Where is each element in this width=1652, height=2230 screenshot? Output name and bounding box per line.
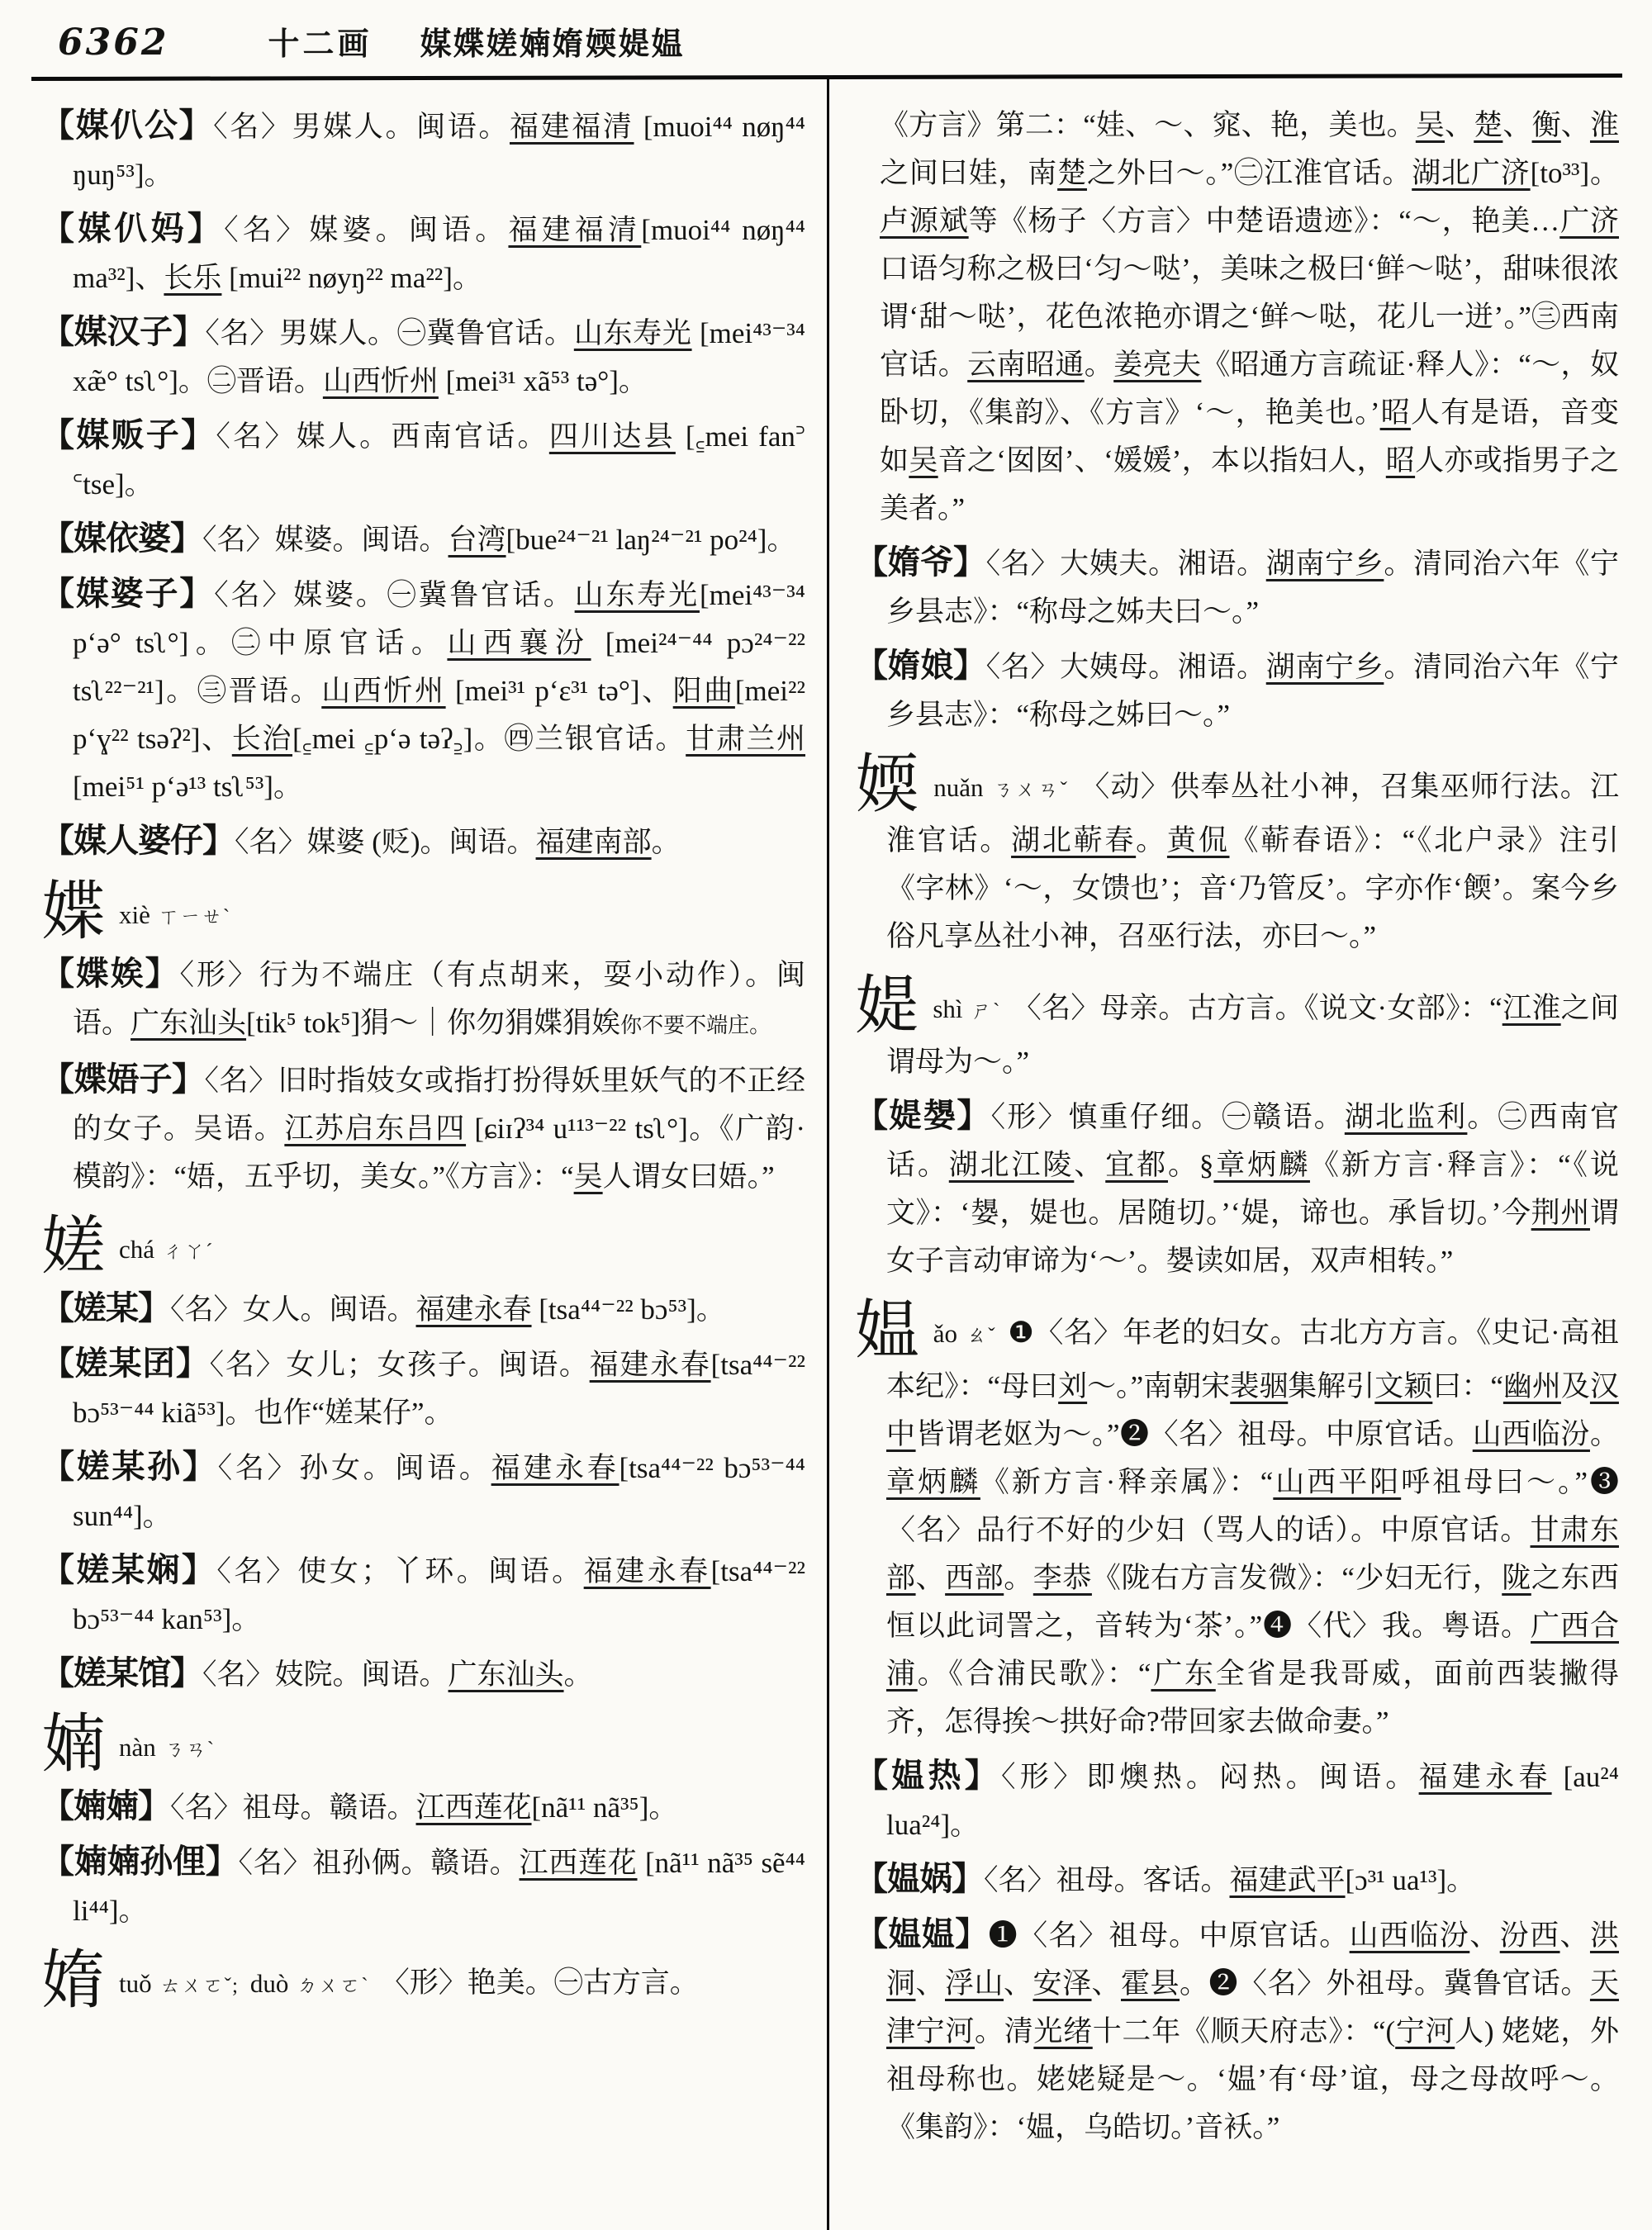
entry-text: 谓女子言动审谛为‘～’。嫢读如居，双声相转。” <box>886 1197 1619 1277</box>
proper-noun: 卢源斌 <box>880 205 969 237</box>
entry-嫅某娴 <box>41 1546 805 1644</box>
entry-媒仈妈 <box>41 205 805 302</box>
entry-headword: 【媞嫢】 <box>855 1097 991 1134</box>
entry-text: 、 <box>1469 1919 1500 1952</box>
entry-text: [mei⁴³⁻³⁴ xæ̃° tsʅ°]。㊁晋语。 <box>73 317 805 397</box>
proper-noun: 楚 <box>1474 109 1503 141</box>
entry-text: 〈名〉使女；丫环。闽语。 <box>216 1555 584 1587</box>
entry-嫅某囝 <box>41 1340 805 1437</box>
entry-text: 口语匀称之极曰‘匀～哒’，美味之极曰‘鲜～哒’，甜味很浓谓‘甜～哒’，花色浓艳亦谓之‘鲜～哒，花儿一迸’。”㊂西南官话。 <box>880 253 1619 381</box>
entry-text: 〈形〉即燠热。闷热。闽语。 <box>1000 1761 1419 1793</box>
entry-text: [tsa⁴⁴⁻²² bɔ⁵³]。 <box>531 1293 725 1326</box>
entry-text: 〈名〉大姨夫。湘语。 <box>985 548 1266 580</box>
proper-noun: 江西莲花 <box>519 1847 638 1879</box>
proper-noun: 山西临汾 <box>1472 1418 1590 1450</box>
zhuyin: ㄔㄚˊ <box>163 1241 214 1263</box>
proper-noun: 湖南宁乡 <box>1265 651 1384 683</box>
headword-character: 媞 <box>855 970 920 1041</box>
proper-noun: 山西忻州 <box>321 675 446 707</box>
entry-text: 〈形〉行为不端庄（有点胡来，耍小动作）。闽语。 <box>73 959 805 1039</box>
entry-text: ❶〈名〉年老的妇女。古北方方言。《史记·高祖本纪》：“母曰 <box>886 1317 1619 1402</box>
entry-headword: 【媪热】 <box>855 1757 1001 1794</box>
gloss-small-text: 你不要不端庄。 <box>620 1013 771 1037</box>
proper-noun: 山东寿光 <box>573 317 692 349</box>
entry-text: 等《杨子〈方言〉中楚语遗迹》：“～，艳美… <box>968 205 1560 237</box>
entry-text: 。《合浦民歌》：“ <box>917 1658 1151 1690</box>
proper-noun: 云南昭通 <box>967 349 1085 381</box>
entry-text: 〈名〉大姨母。湘语。 <box>985 651 1266 683</box>
entry-text: 、 <box>1074 1149 1106 1181</box>
entry-text: 人谓女曰娪。” <box>602 1160 775 1193</box>
proper-noun: 吴 <box>573 1160 603 1193</box>
entry-text: 全省是我哥威，面前西装撇得齐，怎得挨～拱好命?带回家去做命妻。” <box>886 1658 1619 1738</box>
proper-noun: 四川达县 <box>548 420 676 453</box>
proper-noun: 江苏启东吕四 <box>284 1113 467 1145</box>
proper-noun: 湖北广济 <box>1412 157 1531 189</box>
entry-text: 之外曰～。”㊁江淮官话。 <box>1086 157 1412 189</box>
entry-text: 曰：“ <box>1432 1370 1503 1402</box>
proper-noun: 湖北江陵 <box>948 1149 1075 1181</box>
entry-text: 及 <box>1560 1370 1590 1402</box>
entry-text: [mui²² nøyŋ²² ma²²]。 <box>221 262 482 294</box>
proper-noun: 黄侃 <box>1166 824 1230 856</box>
entry-text: 集解引 <box>1288 1370 1375 1402</box>
character-entry-媪 <box>855 1294 1619 1746</box>
entry-headword: 【婻婻】 <box>41 1787 170 1824</box>
entry-text: [tik⁵ tok⁵]狷～｜你勿狷媟狷娭 <box>246 1007 621 1039</box>
entry-text: 。㊁西南官话。 <box>886 1101 1619 1181</box>
entry-headword: 【媪娲】 <box>855 1860 984 1897</box>
proper-noun: 湖北监利 <box>1344 1101 1468 1133</box>
entry-text: 《新方言·释言》：“《说文》：‘嫢，媞也。居随切。’‘媞，谛也。承旨切。’今 <box>886 1149 1619 1229</box>
entry-headword: 【媪媪】 <box>855 1915 989 1952</box>
proper-noun: 山西忻州 <box>322 365 439 397</box>
entry-headword: 【媒贩子】 <box>41 416 216 453</box>
pinyin: chá <box>119 1235 155 1264</box>
page-header <box>0 0 1652 64</box>
proper-noun: 安泽 <box>1032 1967 1092 2000</box>
entry-text: 、 <box>1559 1919 1590 1952</box>
entry-text: 。 <box>1589 1418 1619 1450</box>
zhuyin: ㄊㄨㄛˇ; <box>159 1975 239 1997</box>
pinyin: nàn <box>119 1733 156 1762</box>
entry-text: 〈名〉媒婆。闽语。 <box>202 524 449 556</box>
entry-headword: 【媒人婆仔】 <box>41 822 235 859</box>
entry-text: 、 <box>1091 1967 1121 2000</box>
proper-noun: 宁河 <box>1395 2015 1455 2047</box>
entry-媠娘 <box>855 642 1619 739</box>
left-column <box>41 96 805 2157</box>
proper-noun: 广东汕头 <box>448 1658 564 1691</box>
entry-text: 。清 <box>975 2015 1034 2047</box>
entry-text: 〈形〉艳美。㊀古方言。 <box>380 1967 699 1999</box>
proper-noun: 光绪 <box>1033 2015 1093 2047</box>
entry-text: 《蕲春语》：“《北户录》注引《字林》‘～，女馈也’；音‘乃管反’。字亦作‘餪’。案今乡俗凡享丛社小神，召巫行法，亦曰～。” <box>886 824 1619 952</box>
entry-text: 、 <box>915 1562 946 1594</box>
proper-noun: 章炳麟 <box>1213 1149 1310 1181</box>
entry-媟娭 <box>41 950 805 1050</box>
proper-noun: 福建永春 <box>415 1293 532 1326</box>
entry-text: 〈名〉祖孙俩。赣语。 <box>238 1847 520 1879</box>
entry-headword: 【媒仈公】 <box>41 107 214 144</box>
entry-text: 之东西恒以此词詈之，音转为‘茶’。”❹〈代〉我。粤语。 <box>886 1562 1619 1642</box>
entry-text: [bue²⁴⁻²¹ laŋ²⁴⁻²¹ po²⁴]。 <box>506 524 796 556</box>
proper-noun: 福建南部 <box>535 826 652 858</box>
entry-text: 、 <box>1502 109 1532 141</box>
proper-noun: 刘 <box>1058 1370 1088 1402</box>
entry-text: 〈动〉供奉丛社小神，召集巫师行法。江淮官话。 <box>886 771 1619 856</box>
entry-text: 《新方言·释亲属》：“ <box>980 1466 1274 1498</box>
headword-character: 婻 <box>41 1708 107 1780</box>
entry-text: ～。”南朝宋 <box>1087 1370 1231 1402</box>
entry-text: 〈名〉媒人。西南官话。 <box>216 420 549 453</box>
zhuyin: ㄉㄨㄛˋ <box>297 1975 369 1997</box>
entry-text: [muoi⁴⁴ nøŋ⁴⁴ ŋuŋ⁵³]。 <box>73 111 805 191</box>
entry-媒贩子 <box>41 411 805 509</box>
entry-text: 。 <box>651 826 681 858</box>
entry-text: [to³³]。 <box>1530 157 1619 189</box>
proper-noun: 广东汕头 <box>131 1007 247 1039</box>
entry-text: 。 <box>1084 349 1114 381</box>
proper-noun: 长乐 <box>164 262 222 294</box>
pinyin: nuǎn <box>933 773 984 802</box>
proper-noun: 山西襄汾 <box>447 627 591 659</box>
headword-character: 媠 <box>41 1944 107 2016</box>
proper-noun: 福建永春 <box>491 1452 620 1484</box>
proper-noun: 荆州 <box>1531 1197 1590 1229</box>
entry-headword: 【媠爷】 <box>855 543 986 581</box>
entry-text: 〈形〉慎重仔细。㊀赣语。 <box>990 1101 1345 1133</box>
entry-text: 《陇右方言发微》：“少妇无行， <box>1091 1562 1502 1594</box>
entry-headword: 【媒仈妈】 <box>41 210 225 247</box>
entry-媪媪 <box>855 1910 1619 2152</box>
proper-noun: 广济 <box>1559 205 1619 237</box>
entry-媒婆子 <box>41 570 805 811</box>
proper-noun: 广西合浦 <box>886 1610 1619 1690</box>
entry-text: 十二年《顺天府志》：“( <box>1092 2015 1396 2047</box>
entry-text: 。 <box>563 1658 593 1691</box>
entry-text: 〈名〉媒婆。闽语。 <box>224 214 509 246</box>
entry-text: 。§ <box>1168 1149 1214 1181</box>
proper-noun: 山东寿光 <box>574 579 700 611</box>
entry-text: [ɔ³¹ ua¹³]。 <box>1345 1864 1476 1896</box>
character-entry-媠 <box>41 1944 805 2016</box>
entry-text: [꜁mei fan꜄ ꜂tse]。 <box>73 420 805 501</box>
entry-headword: 【媟娭】 <box>41 955 180 992</box>
entry-text: 。清同治六年《宁乡县志》：“称母之姊夫曰～。” <box>886 548 1619 628</box>
proper-noun: 李恭 <box>1032 1562 1092 1594</box>
right-column <box>855 96 1619 2157</box>
proper-noun: 西部 <box>945 1562 1004 1594</box>
entry-text: 呼祖母曰～。”❸〈名〉品行不好的少妇（骂人的话）。中原官话。 <box>886 1466 1619 1546</box>
entry-text: 。 <box>1004 1562 1033 1594</box>
headword-character: 媟 <box>41 875 107 947</box>
proper-noun: 洪洞 <box>886 1919 1619 2000</box>
entry-text: 皆谓老妪为～。”❷〈名〉祖母。中原官话。 <box>915 1418 1473 1450</box>
zhuyin: ㄠˇ <box>965 1325 997 1347</box>
proper-noun: 甘肃兰州 <box>686 723 805 755</box>
entry-媪热 <box>855 1752 1619 1849</box>
entry-媪娲 <box>855 1855 1619 1905</box>
entry-媠爷 <box>855 539 1619 636</box>
entry-text: 、 <box>1004 1967 1033 2000</box>
entry-headword: 【媒婆子】 <box>41 575 215 612</box>
proper-noun: 昭 <box>1385 444 1416 477</box>
entry-headword: 【媟娪子】 <box>41 1060 205 1098</box>
proper-noun: 江西莲花 <box>415 1791 532 1824</box>
entry-text: 〈名〉旧时指妓女或指打扮得妖里妖气的不正经的女子。吴语。 <box>73 1065 805 1145</box>
proper-noun: 江淮 <box>1502 992 1561 1024</box>
entry-媒人婆仔 <box>41 817 805 866</box>
entry-headword: 【嫅某孙】 <box>41 1448 218 1485</box>
proper-noun: 福建武平 <box>1229 1864 1346 1896</box>
headword-character: 嫅 <box>41 1210 107 1282</box>
pinyin: duò <box>249 1969 289 1998</box>
entry-headword: 【嫅某娴】 <box>41 1551 217 1588</box>
entry-text: 、 <box>1560 109 1590 141</box>
entry-text: [tsa⁴⁴⁻²² bɔ⁵³⁻⁴⁴ kiã⁵³]。也作“嫅某仔”。 <box>73 1349 805 1429</box>
zhuyin: ㄋㄢˋ <box>164 1739 216 1761</box>
entry-媒汉子 <box>41 308 805 406</box>
entry-text: 〈名〉孙女。闽语。 <box>217 1452 491 1484</box>
entry-headword: 【媒依婆】 <box>41 520 202 557</box>
entry-text: [ɕiɪʔ³⁴ u¹¹³⁻²² tsʅ°]。《广韵·模韵》：“娪，五乎切，美女。”《方言》：“ <box>73 1113 805 1193</box>
entry-text: [au²⁴ lua²⁴]。 <box>886 1761 1619 1841</box>
proper-noun: 汉中 <box>886 1370 1619 1450</box>
entry-text: [muoi⁴⁴ nøŋ⁴⁴ ma³²]、 <box>73 214 805 294</box>
proper-noun: 楚 <box>1057 157 1087 189</box>
entry-text: 〈名〉男媒人。㊀冀鲁官话。 <box>205 317 574 349</box>
entry-text: 〈名〉妓院。闽语。 <box>202 1658 449 1691</box>
entry-text: 〈名〉媒婆 (贬)。闽语。 <box>235 826 536 858</box>
entry-婻婻孙俚 <box>41 1838 805 1935</box>
proper-noun: 山西临汾 <box>1349 1919 1470 1952</box>
entry-嫅某孙 <box>41 1443 805 1540</box>
entry-text: 《昭通方言疏证·释人》：“～，奴卧切，《集韵》、《方言》‘～，艳美也。’ <box>880 349 1619 429</box>
headword-character: 媪 <box>855 1294 920 1366</box>
column-divider <box>827 79 829 2230</box>
entry-text: 〈名〉祖母。客话。 <box>984 1864 1230 1896</box>
proper-noun: 吴 <box>909 444 938 477</box>
page-body <box>0 79 1652 2157</box>
proper-noun: 衡 <box>1531 109 1561 141</box>
entry-婻婻 <box>41 1782 805 1832</box>
entry-text: [mei⁴³⁻³⁴ pʻə° tsʅ°]。㊁中原官话。 <box>73 579 805 659</box>
proper-noun: 福建永春 <box>583 1555 711 1587</box>
character-entry-嫅 <box>41 1210 805 1282</box>
proper-noun: 汾西 <box>1499 1919 1560 1952</box>
entry-headword: 【媒汉子】 <box>41 313 206 350</box>
entry-text: 〈名〉祖母。赣语。 <box>170 1791 416 1824</box>
entry-text: 、 <box>915 1967 945 2000</box>
entry-text: [mei²⁴⁻⁴⁴ pɔ²⁴⁻²² tsʅ²²⁻²¹]。㊂晋语。 <box>73 627 805 707</box>
entry-text: 人有是语，音变如 <box>880 396 1619 477</box>
entry-text: 。❷〈名〉外祖母。冀鲁官话。 <box>1180 1967 1590 2000</box>
proper-noun: 湖南宁乡 <box>1265 548 1384 580</box>
continuation-paragraph <box>855 102 1619 533</box>
entry-text: 〈名〉母亲。古方言。《说文·女部》：“ <box>1012 992 1502 1024</box>
proper-noun: 姜亮夫 <box>1113 349 1202 381</box>
entry-text: [nã¹¹ nã³⁵]。 <box>531 1791 678 1824</box>
entry-headword: 【嫅某馆】 <box>41 1654 202 1691</box>
entry-媞嫢 <box>855 1092 1619 1285</box>
proper-noun: 文颖 <box>1374 1370 1433 1402</box>
stroke-count-section: 十二画 <box>268 27 373 62</box>
entry-text: ❶〈名〉祖母。中原官话。 <box>988 1919 1350 1952</box>
entry-媒依婆 <box>41 515 805 564</box>
proper-noun: 霍县 <box>1121 1967 1180 2000</box>
proper-noun: 宜都 <box>1105 1149 1169 1181</box>
proper-noun: 阳曲 <box>672 675 735 707</box>
headword-character: 媆 <box>855 748 921 820</box>
pinyin: shì <box>933 994 963 1023</box>
entry-text: 。清同治六年《宁乡县志》：“称母之姊曰～。” <box>886 651 1619 731</box>
proper-noun: 台湾 <box>448 524 506 556</box>
character-entry-媆 <box>855 748 1619 961</box>
proper-noun: 淮 <box>1589 109 1619 141</box>
entry-text: 之间谓母为～。” <box>886 992 1619 1078</box>
proper-noun: 长治 <box>231 723 292 755</box>
proper-noun: 天津宁河 <box>886 1967 1619 2047</box>
entry-headword: 【嫅某囝】 <box>41 1345 210 1382</box>
character-entry-媟 <box>41 875 805 947</box>
proper-noun: 福建福清 <box>509 111 634 143</box>
zhuyin: ㄋㄨㄢˇ <box>991 779 1070 801</box>
entry-text: [mei²² pʻɣ²² tsəʔ²]、 <box>73 675 805 755</box>
pinyin: ǎo <box>933 1319 957 1348</box>
entry-text: 。 <box>1136 824 1167 856</box>
entry-text: 人) 姥姥，外祖母称也。姥姥疑是～。‘媪’有‘母’谊，母之母故呼～。《集韵》：‘媪，乌皓切。’音袄。” <box>886 2015 1619 2143</box>
entry-媟娪子 <box>41 1056 805 1201</box>
entry-text: 〈名〉男媒人。闽语。 <box>213 111 510 143</box>
entry-text: 人亦或指男子之美者。” <box>880 444 1619 524</box>
entry-text: [꜁mei ꜁pʻə təʔ꜇]。㊃兰银官话。 <box>292 723 686 755</box>
entry-媒仈公 <box>41 102 805 199</box>
proper-noun: 章炳麟 <box>886 1466 980 1498</box>
entry-text: 之间曰娃，南 <box>880 157 1058 189</box>
proper-noun: 山西平阳 <box>1273 1466 1402 1498</box>
entry-嫅某 <box>41 1284 805 1334</box>
page-number: 6362 <box>58 21 169 64</box>
entry-text: 〈名〉女儿；女孩子。闽语。 <box>209 1349 590 1381</box>
entry-text: [mei³¹ xã⁵³ tə°]。 <box>438 365 648 397</box>
entry-text: [tsa⁴⁴⁻²² bɔ⁵³⁻⁴⁴ sun⁴⁴]。 <box>73 1452 805 1532</box>
proper-noun: 福建永春 <box>1418 1761 1552 1793</box>
character-entry-婻 <box>41 1708 805 1780</box>
entry-text: 《方言》第二：“娃、～、窕、艳，美也。 <box>880 109 1416 141</box>
proper-noun: 昭 <box>1379 396 1411 429</box>
entry-text: 〈名〉媒婆。㊀冀鲁官话。 <box>214 579 575 611</box>
proper-noun: 浮山 <box>945 1967 1004 2000</box>
proper-noun: 裴骃 <box>1230 1370 1289 1402</box>
pinyin: tuǒ <box>119 1969 152 1998</box>
entry-text: [nã¹¹ nã³⁵ sẽ⁴⁴ li⁴⁴]。 <box>73 1847 805 1927</box>
proper-noun: 甘肃东部 <box>886 1514 1619 1594</box>
entry-text: [tsa⁴⁴⁻²² bɔ⁵³⁻⁴⁴ kan⁵³]。 <box>73 1555 805 1635</box>
character-entry-媞 <box>855 970 1619 1086</box>
entry-嫅某馆 <box>41 1649 805 1699</box>
entry-text: 〈名〉女人。闽语。 <box>170 1293 416 1326</box>
entry-headword: 【嫅某】 <box>41 1289 170 1326</box>
entry-text: [mei³¹ pʻɛ³¹ tə°]、 <box>445 675 673 707</box>
pinyin: xiè <box>119 900 150 929</box>
proper-noun: 福建永春 <box>589 1349 711 1381</box>
zhuyin: ㄕˋ <box>971 1000 1001 1022</box>
proper-noun: 福建福清 <box>508 214 642 246</box>
entry-headword: 【媠娘】 <box>855 647 986 684</box>
entry-text: 、 <box>1445 109 1474 141</box>
proper-noun: 吴 <box>1415 109 1446 141</box>
entry-text: [mei⁵¹ pʻə¹³ tsʅ⁵³]。 <box>73 771 302 803</box>
zhuyin: ㄒㄧㄝˋ <box>158 906 231 928</box>
proper-noun: 广东 <box>1151 1658 1216 1690</box>
proper-noun: 陇 <box>1502 1562 1531 1594</box>
header-characters: 媒媟嫅婻媠媆媞媪 <box>420 27 685 62</box>
entry-headword: 【婻婻孙俚】 <box>41 1843 239 1880</box>
entry-text: 音之‘囡囡’、‘媛媛’，本以指妇人， <box>938 444 1386 477</box>
proper-noun: 湖北蕲春 <box>1011 824 1137 856</box>
proper-noun: 幽州 <box>1502 1370 1561 1402</box>
